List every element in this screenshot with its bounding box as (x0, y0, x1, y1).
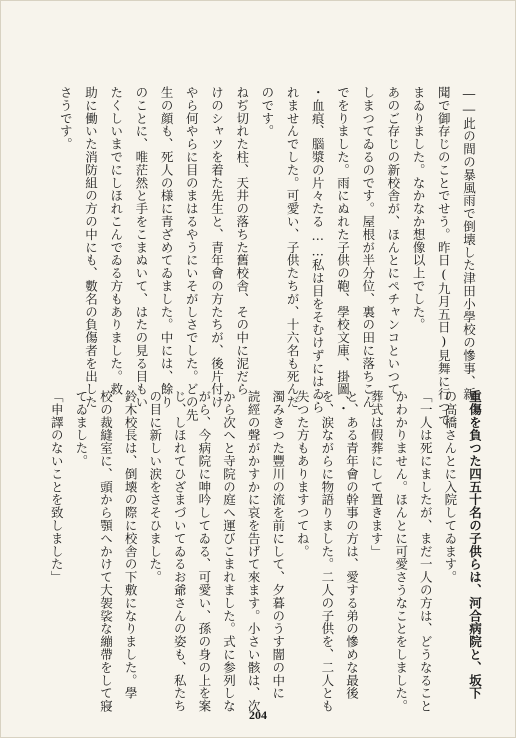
bottom-columns-line: と、ある青年會の幹事の方は、愛する弟の慘めな最後 (344, 390, 360, 700)
bottom-columns-line: 鈴木校長は、倒壊の際に校舎の下敷になりました。學 (123, 390, 139, 700)
bottom-columns-line: 「一人は死にましたが、まだ一人の方は、どうなること (418, 390, 434, 713)
top-columns-line: のです。 (259, 86, 275, 138)
top-columns-line: 聞で御存じのことでせう。昨日(九月五日)見舞に行つて (436, 86, 452, 427)
bottom-columns-line: 濁みきつた豐川の流を前にして、夕暮のうす闇の中に (270, 390, 286, 700)
top-columns-line: ・血痕、腦漿の片々たる……私は目をそむけずにはゐら (310, 86, 326, 414)
bottom-columns-line: がら、今病院に呻吟してゐる、可愛い、孫の身の上を案 (196, 390, 212, 713)
bottom-columns-line: の高橋さんとに入院してゐます。 (442, 390, 458, 584)
bottom-columns-line: 「申譯のないことを致しました」 (49, 390, 65, 584)
bottom-columns-line: 重傷を負つた四五十名の子供らは、河合病院と、坂下 (467, 390, 483, 700)
bottom-columns-line: から次へと寺院の庭へ運びこまれました。式に参列しな (221, 390, 237, 713)
top-columns-line: 生の顔も、死人の様に青ざめてゐました。中には、餘り (159, 86, 175, 409)
top-columns-line: たくしいまでにしほれこんでゐる方もありました。救 (108, 86, 124, 396)
top-columns-line: ――此の間の暴風雨で倒壊した津田小學校の慘事、新 (461, 86, 477, 401)
bottom-columns-line: を、涙ながらに物語りました。二人の子供を、二人とも (319, 390, 335, 713)
top-columns-line: 助に働いた消防組の方の中にも、數名の負傷者を出した (83, 86, 99, 409)
top-columns-line: のことに、唯茫然と手をこまぬいて、はたの見る目もい (133, 86, 149, 409)
top-columns-line: ねぢ切れた柱、天井の落ちた舊校舎、その中に泥だら (234, 86, 250, 396)
bottom-columns-line: 校の裁縫室に、頭から顎へかけて大袈裟な繃帶をして寢 (98, 390, 114, 713)
bottom-columns-line: 読經の聲がかすかに哀を告げて來ます。小さい骸は、次 (246, 390, 262, 713)
top-columns-line: やら何やらに目のまはるやうにいそがしさでした。どの先 (184, 86, 200, 422)
page-number: 204 (249, 708, 267, 722)
bottom-columns-line: てゐました。 (73, 390, 89, 468)
bottom-columns-line: の目に新しい涙をさそひました。 (147, 390, 163, 584)
top-columns-line: さうです。 (58, 86, 74, 151)
top-columns-line: けのシャツを着た先生と、青年會の方たちが、後片付け (209, 86, 225, 409)
top-columns-line: でをりました。雨にぬれた子供の鞄、學校文庫、掛圖、・ (335, 86, 351, 416)
bottom-columns-line: 葬式は假葬にして置きます」 (369, 390, 385, 558)
top-columns-line: れませんでした。可愛い、子供たちが、十六名も死んだ (285, 86, 301, 409)
top-columns-line: しまつてゐるのです。屋根が半分位、裏の田に落ちこん (360, 86, 376, 409)
top-columns-line: あのご存じの新校舎が、ほんとにペチャンコといつて (385, 86, 401, 396)
top-columns-line: まゐりました。なかなか想像以上でした。 (411, 86, 427, 332)
bottom-columns-line: 失つた方もありますつてね。 (295, 390, 311, 558)
bottom-columns-line: かわかりません。ほんとに可愛さうなことをしました。 (393, 390, 409, 713)
bottom-columns-line: じ、しほれてひざまづいてゐるお爺さんの姿も、私たち (172, 390, 188, 713)
